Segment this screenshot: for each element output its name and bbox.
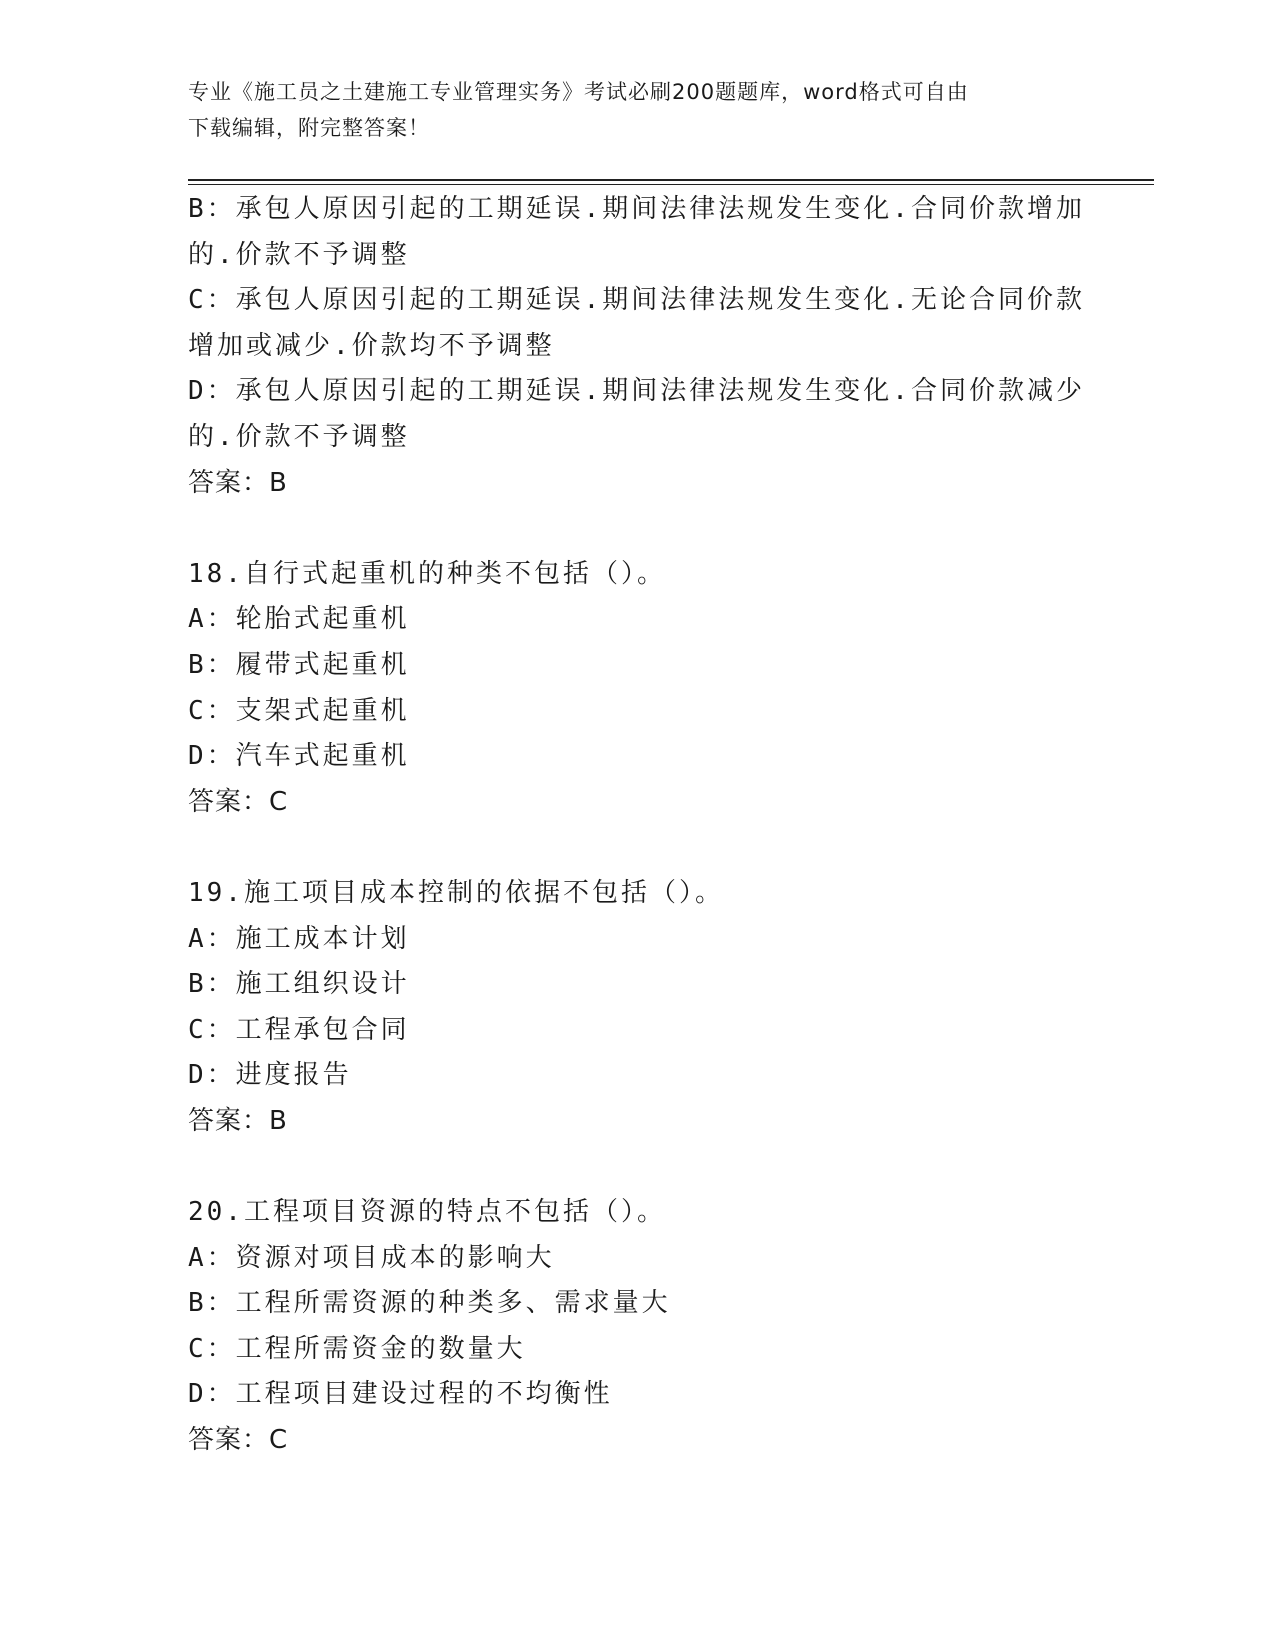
document-header [188,74,1088,146]
answer: 答案：C [188,1425,289,1456]
question-list [188,187,1088,1464]
question-18 [188,552,1088,826]
option-a: A：施工成本计划 [188,923,410,954]
option-d: D：进度报告 [188,1060,352,1091]
option-d: D：汽车式起重机 [188,741,410,772]
spacer [188,1144,1088,1190]
option-a: A：资源对项目成本的影响大 [188,1242,555,1273]
option-b-line-2: 的.价款不予调整 [188,239,410,270]
spacer [188,825,1088,871]
option-b-line-1: B：承包人原因引起的工期延误.期间法律法规发生变化.合同价款增加 [188,194,1085,224]
header-line-2: 下载编辑，附完整答案！ [188,116,430,140]
option-c: C：工程承包合同 [188,1014,410,1045]
answer: 答案：B [188,467,288,498]
question-stem: 19.施工项目成本控制的依据不包括（）。 [188,877,724,908]
option-a: A：轮胎式起重机 [188,604,410,635]
question-19 [188,871,1088,1145]
question-stem: 18.自行式起重机的种类不包括（）。 [188,558,666,589]
option-c: C：工程所需资金的数量大 [188,1333,526,1364]
option-d: D：工程项目建设过程的不均衡性 [188,1379,613,1410]
spacer [188,506,1088,552]
header-rule-thin [188,184,1154,185]
option-c-line-1: C：承包人原因引起的工期延误.期间法律法规发生变化.无论合同价款 [188,285,1085,316]
option-c-line-2: 增加或减少.价款均不予调整 [188,330,555,361]
option-d-line-1: D：承包人原因引起的工期延误.期间法律法规发生变化.合同价款减少 [188,376,1085,407]
answer: 答案：B [188,1105,288,1136]
answer: 答案：C [188,786,289,817]
option-c: C：支架式起重机 [188,695,410,726]
question-20 [188,1190,1088,1464]
option-b: B：工程所需资源的种类多、需求量大 [188,1288,671,1319]
option-b: B：履带式起重机 [188,649,410,680]
previous-question [188,187,1088,506]
option-d-line-2: 的.价款不予调整 [188,421,410,452]
header-line-1: 专业《施工员之土建施工专业管理实务》考试必刷200题题库，word格式可自由 [188,80,969,104]
option-b: B：施工组织设计 [188,969,410,1000]
header-rule-thick [188,179,1154,181]
question-stem: 20.工程项目资源的特点不包括（）。 [188,1197,666,1228]
